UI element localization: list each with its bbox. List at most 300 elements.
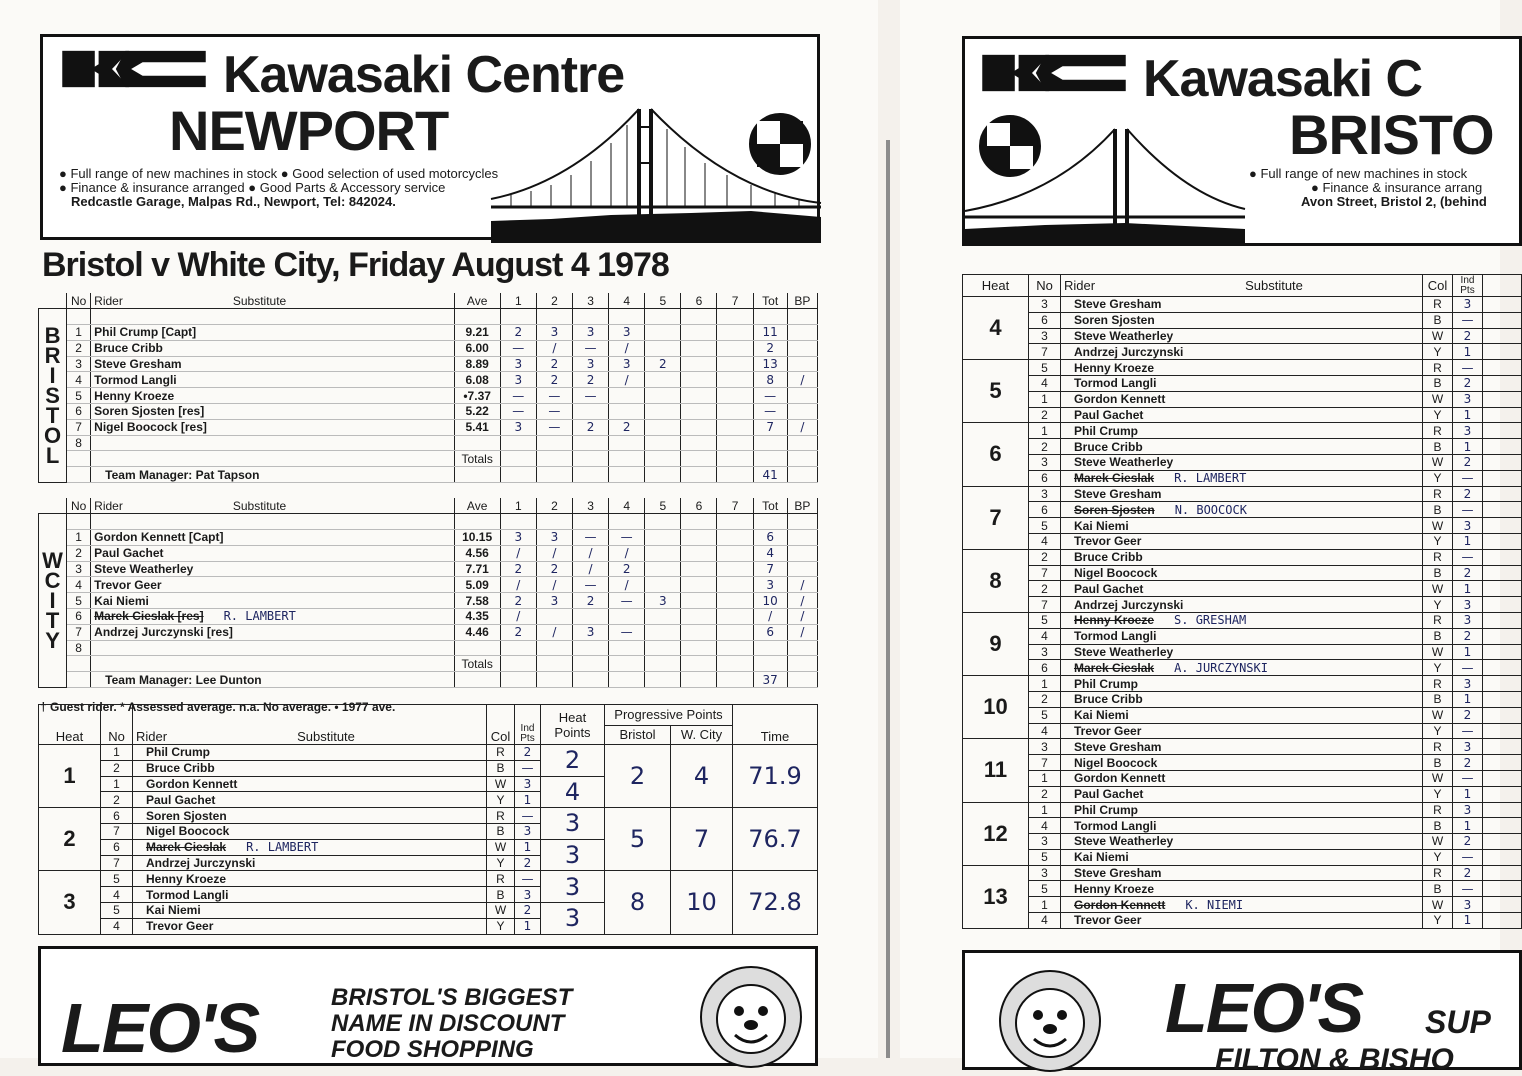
rider-average: 5.22 bbox=[454, 404, 500, 420]
heat-rider-cell bbox=[1061, 581, 1423, 597]
individual-points: 1 bbox=[1453, 581, 1483, 597]
team-header-row bbox=[39, 293, 818, 309]
leos-advert bbox=[962, 950, 1522, 1076]
heat-rider-name: Trevor Geer bbox=[146, 919, 214, 934]
heat-rider-name: Bruce Cribb bbox=[1074, 439, 1143, 454]
heat-rider-row bbox=[963, 786, 1522, 802]
rider-row bbox=[39, 609, 818, 625]
rider-cell bbox=[91, 435, 454, 451]
individual-points: — bbox=[515, 808, 541, 824]
heat-rider-name: Paul Gachet bbox=[1074, 581, 1144, 596]
heat-rider-row bbox=[963, 328, 1522, 344]
heat-number: 1 bbox=[39, 745, 101, 808]
individual-points: — bbox=[1453, 549, 1483, 565]
heat-rider-name: Marek Cieslak bbox=[146, 840, 227, 855]
heat-rider-row bbox=[963, 723, 1522, 739]
right-programme-page bbox=[900, 0, 1500, 1076]
letters-spacer bbox=[39, 293, 67, 309]
ride-score: 2 bbox=[500, 593, 536, 609]
rider-name: Nigel Boocock [res] bbox=[94, 420, 207, 435]
individual-points: 3 bbox=[1453, 597, 1483, 613]
heat-rider-row bbox=[963, 881, 1522, 897]
heat-rider-name: Bruce Cribb bbox=[146, 761, 215, 776]
helmet-colour: R bbox=[1423, 423, 1453, 439]
rider-average: 10.15 bbox=[454, 530, 500, 546]
heat-number: 13 bbox=[963, 865, 1029, 928]
heat-rider-cell bbox=[1061, 502, 1423, 518]
helmet-colour: Y bbox=[1423, 344, 1453, 360]
rider-average bbox=[454, 640, 500, 656]
gate-number: 4 bbox=[1029, 818, 1061, 834]
ride-score bbox=[717, 561, 753, 577]
rider-substitute-header: Rider Substitute bbox=[1061, 275, 1423, 297]
gate-number: 5 bbox=[1029, 881, 1061, 897]
team-header-4: 1 bbox=[500, 293, 536, 309]
advert-city: NEWPORT bbox=[169, 99, 449, 162]
ride-score: 3 bbox=[609, 325, 645, 341]
gate-number: 4 bbox=[1029, 533, 1061, 549]
helmet-colour: B bbox=[1423, 628, 1453, 644]
rider-average: 5.41 bbox=[454, 419, 500, 435]
rider-average: 6.08 bbox=[454, 372, 500, 388]
team-header-0: No bbox=[67, 498, 91, 514]
heat-rider-cell bbox=[1061, 644, 1423, 660]
heat-rider-row bbox=[963, 644, 1522, 660]
gate-number: 7 bbox=[101, 823, 133, 839]
heat-substitute: A. JURCZYNSKI bbox=[1174, 660, 1268, 675]
blank-cell bbox=[645, 672, 681, 688]
blank-cell bbox=[609, 451, 645, 467]
helmet-colour: B bbox=[1423, 755, 1453, 771]
heat-rider-row bbox=[963, 818, 1522, 834]
ride-score: 3 bbox=[572, 624, 608, 640]
heat-substitute: R. LAMBERT bbox=[1174, 471, 1247, 486]
helmet-colour: W bbox=[1423, 897, 1453, 913]
rider-bonus: / bbox=[787, 577, 817, 593]
team-letter: I bbox=[49, 587, 56, 613]
heat-rider-row bbox=[963, 581, 1522, 597]
progressive-wcity: 10 bbox=[671, 871, 733, 934]
advert-city: BRISTO bbox=[1289, 103, 1494, 166]
heat-substitute: N. BOOCOCK bbox=[1174, 502, 1247, 517]
ride-score bbox=[717, 372, 753, 388]
advert-brand: Kawasaki Centre bbox=[223, 46, 625, 104]
lion-mascot-illustration bbox=[671, 955, 821, 1065]
gate-number: 7 bbox=[101, 855, 133, 871]
individual-points: 1 bbox=[515, 792, 541, 808]
heat-rider-name: Paul Gachet bbox=[1074, 787, 1144, 802]
heat-rider-row bbox=[963, 549, 1522, 565]
team-header-10: 7 bbox=[717, 293, 753, 309]
bristol-team-letters bbox=[39, 309, 67, 483]
blank-cell bbox=[681, 451, 717, 467]
rider-name: Kai Niemi bbox=[94, 593, 149, 608]
heat-rider-cell bbox=[1061, 691, 1423, 707]
ride-score bbox=[717, 404, 753, 420]
heat-points-cut bbox=[1483, 407, 1522, 423]
heat-rider-name: Trevor Geer bbox=[1074, 723, 1142, 738]
ride-score bbox=[717, 640, 753, 656]
heat-rider-name: Steve Gresham bbox=[1074, 866, 1162, 881]
ride-score: / bbox=[536, 624, 572, 640]
team-header-5: 2 bbox=[536, 498, 572, 514]
helmet-colour: Y bbox=[487, 918, 515, 934]
individual-points: 2 bbox=[1453, 755, 1483, 771]
ride-score: 3 bbox=[500, 372, 536, 388]
team-header-6: 3 bbox=[572, 293, 608, 309]
heat-number: 12 bbox=[963, 802, 1029, 865]
team-spacer-row bbox=[39, 309, 818, 325]
ride-score bbox=[681, 388, 717, 404]
heat-rider-row bbox=[963, 375, 1522, 391]
ride-score: — bbox=[536, 388, 572, 404]
rider-bonus: / bbox=[787, 593, 817, 609]
helmet-colour: B bbox=[1423, 375, 1453, 391]
team-header-7: 4 bbox=[609, 498, 645, 514]
ride-score bbox=[681, 624, 717, 640]
rider-cell bbox=[91, 545, 454, 561]
rider-cell bbox=[91, 561, 454, 577]
ride-score bbox=[681, 561, 717, 577]
ride-score: 3 bbox=[500, 419, 536, 435]
gate-number: 5 bbox=[1029, 707, 1061, 723]
heat-rider-cell bbox=[133, 792, 487, 808]
individual-points: — bbox=[515, 760, 541, 776]
ride-score: 3 bbox=[500, 530, 536, 546]
heat-points-cut bbox=[1483, 612, 1522, 628]
team-header-9: 6 bbox=[681, 498, 717, 514]
heat-rider-name: Kai Niemi bbox=[1074, 518, 1129, 533]
blank-cell bbox=[645, 467, 681, 483]
heat-rider-row bbox=[963, 691, 1522, 707]
ride-score bbox=[609, 388, 645, 404]
ride-score bbox=[645, 640, 681, 656]
gate-number: 4 bbox=[1029, 375, 1061, 391]
col-header: Col bbox=[487, 705, 515, 745]
blank-cell bbox=[500, 467, 536, 483]
rider-total: 11 bbox=[753, 325, 787, 341]
ride-score: 2 bbox=[645, 356, 681, 372]
heat-points-cut bbox=[1483, 865, 1522, 881]
helmet-colour: W bbox=[487, 902, 515, 918]
ride-score: — bbox=[572, 388, 608, 404]
heat-points-cut bbox=[1483, 739, 1522, 755]
team-header-11: Tot bbox=[753, 293, 787, 309]
ride-score bbox=[717, 356, 753, 372]
gate-number: 1 bbox=[1029, 391, 1061, 407]
rider-cell bbox=[91, 593, 454, 609]
helmet-colour: W bbox=[1423, 581, 1453, 597]
heat-points-cut bbox=[1483, 723, 1522, 739]
individual-points: 3 bbox=[515, 823, 541, 839]
heat-rider-name: Gordon Kennett bbox=[1074, 392, 1166, 407]
leos-advert bbox=[38, 946, 818, 1066]
heat-rider-name: Henny Kroeze bbox=[1074, 360, 1155, 375]
ride-score bbox=[717, 545, 753, 561]
heats-1-3-table bbox=[38, 704, 818, 935]
leos-line: FILTON & BISHO bbox=[1215, 1043, 1454, 1076]
rider-cell bbox=[91, 356, 454, 372]
rider-cell bbox=[91, 372, 454, 388]
individual-points: 2 bbox=[1453, 628, 1483, 644]
prog-wcity-header: W. City bbox=[671, 726, 733, 745]
blank-cell bbox=[536, 656, 572, 672]
heat-points-cut bbox=[1483, 502, 1522, 518]
heat-number: 4 bbox=[963, 297, 1029, 360]
helmet-colour: Y bbox=[1423, 723, 1453, 739]
blank-cell bbox=[609, 656, 645, 672]
gate-number: 7 bbox=[1029, 344, 1061, 360]
heat-rider-cell bbox=[1061, 297, 1423, 313]
spacer-cell bbox=[753, 309, 787, 325]
heat-rider-row bbox=[963, 454, 1522, 470]
heat-rider-cell bbox=[1061, 818, 1423, 834]
helmet-colour: Y bbox=[487, 855, 515, 871]
heat-rider-row bbox=[963, 612, 1522, 628]
heat-points-wcity: 4 bbox=[541, 776, 605, 808]
heat-rider-name: Kai Niemi bbox=[146, 903, 201, 918]
heat-points-cut bbox=[1483, 581, 1522, 597]
rider-row bbox=[39, 340, 818, 356]
ride-score: — bbox=[609, 593, 645, 609]
advert-brand: Kawasaki C bbox=[1143, 50, 1423, 108]
ride-score: / bbox=[500, 609, 536, 625]
rider-total: 7 bbox=[753, 419, 787, 435]
heat-rider-name: Soren Sjosten bbox=[1074, 502, 1155, 517]
ride-score bbox=[609, 404, 645, 420]
heat-rider-name: Paul Gachet bbox=[146, 792, 216, 807]
blank-cell bbox=[609, 672, 645, 688]
ride-score bbox=[681, 340, 717, 356]
blank-cell bbox=[91, 451, 454, 467]
gate-number: 2 bbox=[1029, 549, 1061, 565]
heat-rider-cell bbox=[1061, 375, 1423, 391]
heat-points-cut bbox=[1483, 881, 1522, 897]
gate-number: 2 bbox=[1029, 786, 1061, 802]
rider-bonus bbox=[787, 404, 817, 420]
rider-number: 4 bbox=[67, 577, 91, 593]
heat-rider-row bbox=[963, 533, 1522, 549]
ride-score bbox=[717, 435, 753, 451]
heat-rider-cell bbox=[1061, 707, 1423, 723]
heat-rider-cell bbox=[1061, 454, 1423, 470]
heat-points-cut bbox=[1483, 676, 1522, 692]
individual-points: 2 bbox=[515, 902, 541, 918]
rider-average: 4.56 bbox=[454, 545, 500, 561]
gate-number: 6 bbox=[1029, 312, 1061, 328]
heat-rider-cell bbox=[1061, 344, 1423, 360]
blank-cell bbox=[645, 656, 681, 672]
ride-score: 2 bbox=[609, 419, 645, 435]
gate-number: 3 bbox=[1029, 328, 1061, 344]
ride-score: / bbox=[500, 577, 536, 593]
ride-score: 3 bbox=[572, 325, 608, 341]
ride-score bbox=[645, 372, 681, 388]
team-letter: T bbox=[45, 607, 60, 633]
rider-number: 3 bbox=[67, 356, 91, 372]
blank-cell bbox=[681, 467, 717, 483]
heat-header: Heat bbox=[39, 705, 101, 745]
heat-rider-cell bbox=[133, 902, 487, 918]
rider-row bbox=[39, 530, 818, 546]
helmet-colour: Y bbox=[1423, 660, 1453, 676]
rider-number: 6 bbox=[67, 609, 91, 625]
ride-score: 2 bbox=[500, 624, 536, 640]
heat-points-bristol: 3 bbox=[541, 871, 605, 903]
heat-rider-cell bbox=[1061, 723, 1423, 739]
blank-cell bbox=[67, 467, 91, 483]
heat-rider-cell bbox=[1061, 739, 1423, 755]
totals-row bbox=[39, 656, 818, 672]
ride-score: 2 bbox=[536, 356, 572, 372]
helmet-colour: B bbox=[1423, 439, 1453, 455]
spacer-cell bbox=[67, 309, 91, 325]
heat-points-cut bbox=[1483, 770, 1522, 786]
helmet-colour: W bbox=[1423, 644, 1453, 660]
gate-number: 1 bbox=[1029, 676, 1061, 692]
manager-row bbox=[39, 672, 818, 688]
gate-number: 7 bbox=[1029, 565, 1061, 581]
heat-points-cut bbox=[1483, 533, 1522, 549]
gate-number: 5 bbox=[101, 902, 133, 918]
team-letter: Y bbox=[45, 627, 60, 653]
ride-score: — bbox=[536, 404, 572, 420]
rider-average: 7.71 bbox=[454, 561, 500, 577]
ride-score bbox=[572, 404, 608, 420]
gate-number: 2 bbox=[101, 792, 133, 808]
heat-points-cut bbox=[1483, 375, 1522, 391]
heat-rider-cell bbox=[1061, 423, 1423, 439]
rider-number: 6 bbox=[67, 404, 91, 420]
individual-points: 3 bbox=[1453, 423, 1483, 439]
prog-bristol-header: Bristol bbox=[605, 726, 671, 745]
gate-number: 7 bbox=[1029, 755, 1061, 771]
heat-rider-row bbox=[963, 849, 1522, 865]
ride-score bbox=[536, 640, 572, 656]
heat-rider-name: Kai Niemi bbox=[1074, 708, 1129, 723]
rider-bonus: / bbox=[787, 624, 817, 640]
substitute-name: R. LAMBERT bbox=[223, 609, 296, 624]
kawasaki-newport-advert bbox=[40, 34, 820, 240]
rider-total: 2 bbox=[753, 340, 787, 356]
rider-total: 3 bbox=[753, 577, 787, 593]
ride-score bbox=[500, 640, 536, 656]
team-letter: L bbox=[45, 442, 60, 468]
heat-rider-name: Steve Gresham bbox=[1074, 297, 1162, 312]
helmet-colour: W bbox=[1423, 707, 1453, 723]
ride-score: / bbox=[536, 577, 572, 593]
heat-points-cut bbox=[1483, 644, 1522, 660]
heat-number: 2 bbox=[39, 808, 101, 871]
ride-score bbox=[681, 404, 717, 420]
team-letter: I bbox=[49, 362, 56, 388]
rider-name: Henny Kroeze bbox=[94, 388, 175, 403]
rider-name: Tormod Langli bbox=[94, 372, 177, 387]
individual-points: 3 bbox=[1453, 518, 1483, 534]
team-letter: B bbox=[44, 322, 61, 348]
heat-rider-name: Andrzej Jurczynski bbox=[146, 855, 256, 870]
rider-bonus bbox=[787, 340, 817, 356]
heat-points-cut bbox=[1483, 344, 1522, 360]
advert-line-1: ● Full range of new machines in stock bbox=[1249, 166, 1468, 181]
heat-rider-cell bbox=[133, 760, 487, 776]
spacer-cell bbox=[681, 514, 717, 530]
helmet-colour: W bbox=[1423, 391, 1453, 407]
rider-number: 1 bbox=[67, 530, 91, 546]
rider-average: 5.09 bbox=[454, 577, 500, 593]
helmet-colour: W bbox=[1423, 770, 1453, 786]
gate-number: 1 bbox=[1029, 897, 1061, 913]
ride-score bbox=[609, 609, 645, 625]
rider-total: 13 bbox=[753, 356, 787, 372]
heat-rider-cell bbox=[1061, 755, 1423, 771]
heat-points-header: Heat Points bbox=[541, 705, 605, 745]
rider-row bbox=[39, 435, 818, 451]
ride-score: 3 bbox=[536, 593, 572, 609]
heat-rider-name: Gordon Kennett bbox=[1074, 897, 1166, 912]
progressive-wcity: 4 bbox=[671, 745, 733, 808]
heat-rider-row bbox=[39, 871, 818, 887]
spacer-cell bbox=[500, 514, 536, 530]
gate-number: 4 bbox=[101, 887, 133, 903]
heat-points-bristol: 2 bbox=[541, 745, 605, 777]
heat-rider-row bbox=[963, 518, 1522, 534]
heat-rider-name: Henny Kroeze bbox=[1074, 881, 1155, 896]
rider-row bbox=[39, 325, 818, 341]
gate-number: 3 bbox=[1029, 834, 1061, 850]
rider-row bbox=[39, 388, 818, 404]
gate-number: 6 bbox=[101, 808, 133, 824]
helmet-colour: B bbox=[487, 823, 515, 839]
gate-number: 3 bbox=[1029, 454, 1061, 470]
heat-rider-cell bbox=[1061, 660, 1423, 676]
individual-points: — bbox=[1453, 660, 1483, 676]
ride-score bbox=[645, 545, 681, 561]
heat-rider-cell bbox=[1061, 360, 1423, 376]
individual-points: 3 bbox=[1453, 297, 1483, 313]
heat-points-wcity: 3 bbox=[541, 839, 605, 871]
blank-cell bbox=[717, 467, 753, 483]
ride-score bbox=[536, 435, 572, 451]
helmet-colour: B bbox=[1423, 312, 1453, 328]
heat-points-cut bbox=[1483, 628, 1522, 644]
heat-points-cut bbox=[1483, 549, 1522, 565]
ride-score bbox=[645, 561, 681, 577]
team-header-8: 5 bbox=[645, 293, 681, 309]
gate-number: 3 bbox=[1029, 644, 1061, 660]
helmet-colour: Y bbox=[1423, 470, 1453, 486]
heats-4-13-table bbox=[962, 274, 1522, 929]
gate-number: 4 bbox=[1029, 723, 1061, 739]
individual-points: 3 bbox=[515, 887, 541, 903]
heat-points-cut bbox=[1483, 786, 1522, 802]
totals-label: Totals bbox=[454, 451, 500, 467]
heat-rider-cell bbox=[133, 776, 487, 792]
ride-score: / bbox=[572, 561, 608, 577]
rider-bonus: / bbox=[787, 609, 817, 625]
heat-rider-cell bbox=[133, 839, 487, 855]
team-header-7: 4 bbox=[609, 293, 645, 309]
spacer-cell bbox=[645, 309, 681, 325]
team-header-9: 6 bbox=[681, 293, 717, 309]
ride-score bbox=[645, 577, 681, 593]
ride-score bbox=[717, 624, 753, 640]
rider-average bbox=[454, 435, 500, 451]
ride-score bbox=[717, 340, 753, 356]
heat-rider-cell bbox=[1061, 834, 1423, 850]
ride-score: — bbox=[572, 577, 608, 593]
individual-points: 2 bbox=[1453, 565, 1483, 581]
